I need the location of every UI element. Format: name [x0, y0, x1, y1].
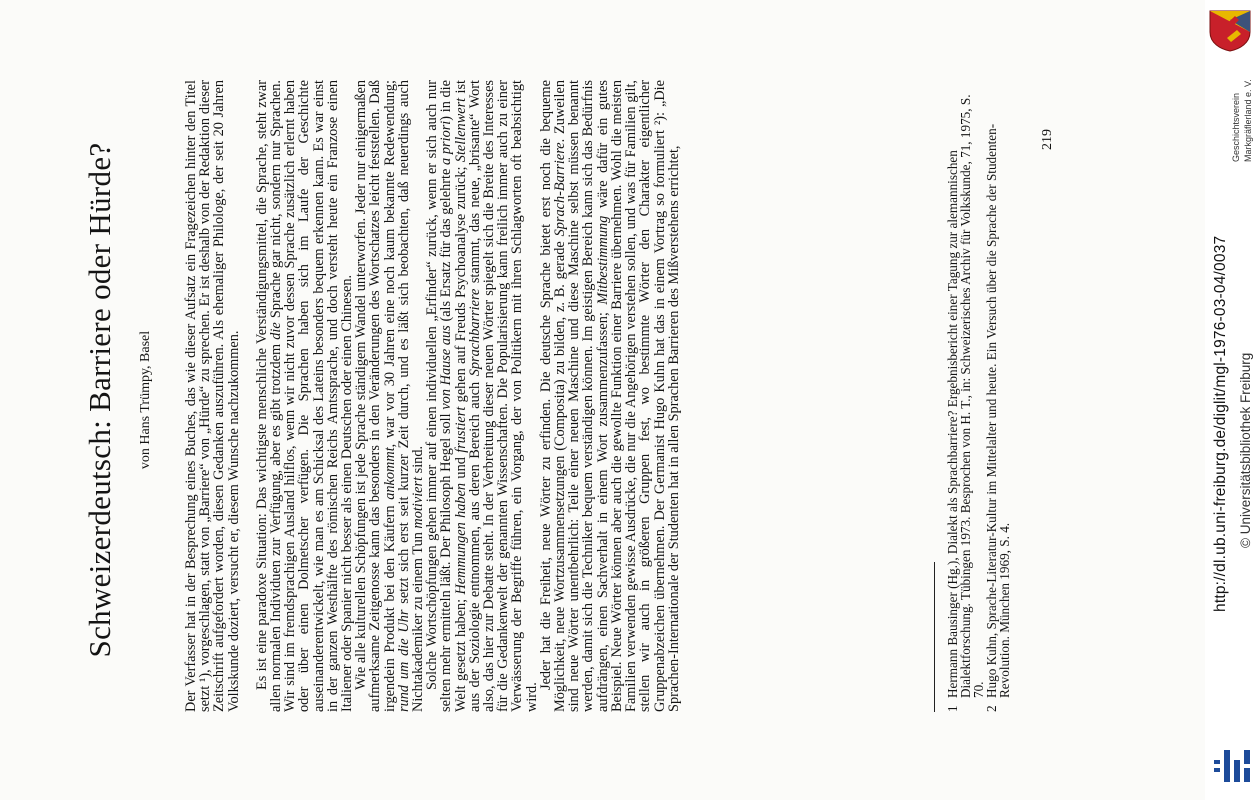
paragraph-text: wäre dafür ein gutes Beispiel. Neue Wörter können aber auch die gewollte Funktion einer Barriere übernehmen. Wohl die meisten Familien verwenden gewisse Ausdrücke, die nur die Angehörigen verstehen sollen, und was für Familien gilt, stellen wir auch in größeren Gruppen fest, wo bestimmte Wörter den Charakter eigentlicher Gruppenabzeichen übernehmen. Der Germanist Hugo Kuhn hat das in einem Vortrag so formuliert ²): „Die Sprachen-Internationale der Studenten hat in allen Sprachen Barrieren des Mißverstehens errichtet,	[594, 80, 682, 712]
emphasized-word: Hemmungen haben	[452, 482, 469, 595]
footnote-text: Hermann Bausinger (Hg.), Dialekt als Sprachbarriere? Ergebnisbericht einer Tagung zur alemannischen Dialektforschung. Tübingen 1973. Besprochen von H. T., in: Schweizerisches Archiv für Volkskunde, 71, 1975, S. 70.	[945, 94, 986, 698]
emphasized-word: rund um die Uhr	[395, 609, 412, 712]
emphasized-word: a priori	[438, 120, 455, 165]
archive-url-link[interactable]: http://dl.ub.uni-freiburg.de/diglit/mgl-1976-03-04/0037	[1212, 235, 1229, 612]
emphasized-word: Stellenwert	[452, 97, 469, 163]
paragraph-text: , war vor 30 Jahren eine noch kaum bekannte Redewendung;	[381, 80, 398, 448]
emphasized-word: motiviert	[410, 476, 427, 529]
society-name-line2: Markgräflerland e. V.	[1243, 79, 1253, 162]
footnote-item	[985, 80, 1011, 712]
emphasized-word: Mitbestimmung	[594, 215, 611, 305]
paragraph-text: ) in die Welt gesetzt haben;	[438, 79, 469, 712]
emphasized-word: frustiert	[452, 406, 469, 453]
paragraph-text: Es ist eine paradoxe Situation: Das wichtigste menschliche Verständigungsmittel, die Sprache, steht zwar allen normalen Individuen zur Verfügung, aber es gibt trotzdem	[253, 80, 285, 712]
footnote-item	[946, 80, 985, 712]
emphasized-word: Sprachbarriere	[466, 288, 483, 377]
emphasized-word: ankommt	[381, 447, 398, 500]
article-body	[184, 80, 681, 712]
paragraph-text: sind.	[410, 445, 427, 477]
body-paragraph	[354, 80, 425, 712]
article-title: Schweizerdeutsch: Barriere oder Hürde?	[82, 142, 117, 658]
article-author: von Hans Trümpy, Basel	[138, 330, 153, 470]
paragraph-text: Wie alle kulturellen Schöpfungen ist jede Sprache ständigem Wandel unterworfen. Jeder nur einigermaßen aufmerksame Zeitgenosse kann das besonders in den Veränderungen des Wortschatzes leicht feststellen. Daß irgendein Produkt bei den Käufern	[353, 80, 398, 712]
paragraph-text: gehen auf Freuds Psychoanalyse zurück;	[452, 162, 469, 407]
paragraph-text: setzt sich erst seit kurzer Zeit durch, und es läßt sich beobachten, daß neuerdings auch Nichtakademiker zu einem Tun	[395, 80, 427, 712]
paragraph-text: ist aus der Soziologie entnommen, aus deren Bereich auch	[452, 80, 483, 712]
paragraph-text: stammt, das neue, „brisante“ Wort also, das hier zur Debatte steht. In der Verbreitung dieser neuen Wörter spiegelt sich die Breite des Interesses für die Gedankenwelt der genannten Wissenschaften. Die Popularisierung kann freilich immer auch zu einer Verwässerung der Begriffe führen, ein Vorgang, der von Politikern mit ihren Schlagworten oft beabsichtigt wird.	[466, 80, 540, 712]
footnote-number: 2	[984, 705, 999, 712]
paragraph-text: . Zuweilen sind neue Wörter unentbehrlich: Teile einer neuen Maschine und diese Maschine selbst müssen benannt werden, damit sich die Techniker bequem verständigen können. Im geistigen Bereich kann sich das Bedürfnis aufdrängen, einen Sachverhalt in einem Wort zusammenzufassen;	[552, 80, 611, 712]
paragraph-text: und	[452, 452, 469, 483]
copyright-notice: © Universitätsbibliothek Freiburg	[1238, 352, 1253, 548]
intro-paragraph: Der Verfasser hat in der Besprechung eines Buches, das wie dieser Aufsatz ein Fragezeichen hinter den Titel setzt ¹), vorgeschlagen, statt von „Barriere“ von „Hürde“ zu sprechen. Er ist deshalb von der Redaktion dieser Zeitschrift aufgefordert worden, diesen Gedanken auszuführen. Als ehemaliger Philologe, der seit 20 Jahren Volkskunde doziert, versucht er, diesem Wunsche nachzukommen.	[183, 80, 242, 712]
emphasized-word: Sprach-Barriere	[552, 142, 569, 237]
paragraph-text: Solche Wortschöpfungen gehen immer auf einen individuellen „Erfinder“ zurück, wenn er sich auch nur selten mehr ermitteln läßt. Der Philosoph Hegel soll	[424, 80, 455, 712]
emphasized-word: die	[268, 322, 285, 340]
society-crest-icon	[1207, 8, 1253, 52]
page-number: 219	[1040, 129, 1055, 150]
footnote-text: Hugo Kuhn, Sprache-Literatur-Kultur im Mittelalter und heute. Ein Versuch über die Sprache der Studenten-Revolution. München 1969, S. 4.	[984, 123, 1012, 698]
paragraph-text: Sprache gar nicht, sondern nur Sprachen. Wir sind im fremdsprachigen Ausland hilflos, wenn wir nicht zuvor dessen Sprache zusätzlich erlernt haben oder über einen Dolmetscher verfügen. Die Sprachen haben sich im Laufe der Geschichte auseinanderentwickelt, wie man es am Schicksal des Lateins besonders bequem erkennen kann. Es war einst in der ganzen Westhälfte des römischen Reichs Amtssprache, und doch versteht heute ein Franzose einen Italiener oder Spanier nicht besser als einen Deutschen oder einen Chinesen.	[268, 80, 356, 712]
body-paragraph	[425, 80, 539, 712]
footnotes	[946, 80, 1011, 712]
paragraph-text: (als Ersatz für das gelehrte	[438, 164, 455, 326]
body-paragraph	[255, 80, 354, 712]
emphasized-word: von Hause aus	[438, 325, 455, 410]
paragraph-text: Jeder hat die Freiheit, neue Wörter zu erfinden. Die deutsche Sprache bietet erst noch die bequeme Möglichkeit, neue Wortzusammensetzungen (Composita) zu bilden, z. B. gerade	[537, 80, 569, 712]
body-paragraph	[539, 80, 681, 712]
footnote-number: 1	[945, 705, 960, 712]
society-name-line1: Geschichtsverein	[1231, 92, 1241, 162]
university-library-logo-icon	[1210, 746, 1256, 786]
footnote-divider	[934, 562, 935, 712]
